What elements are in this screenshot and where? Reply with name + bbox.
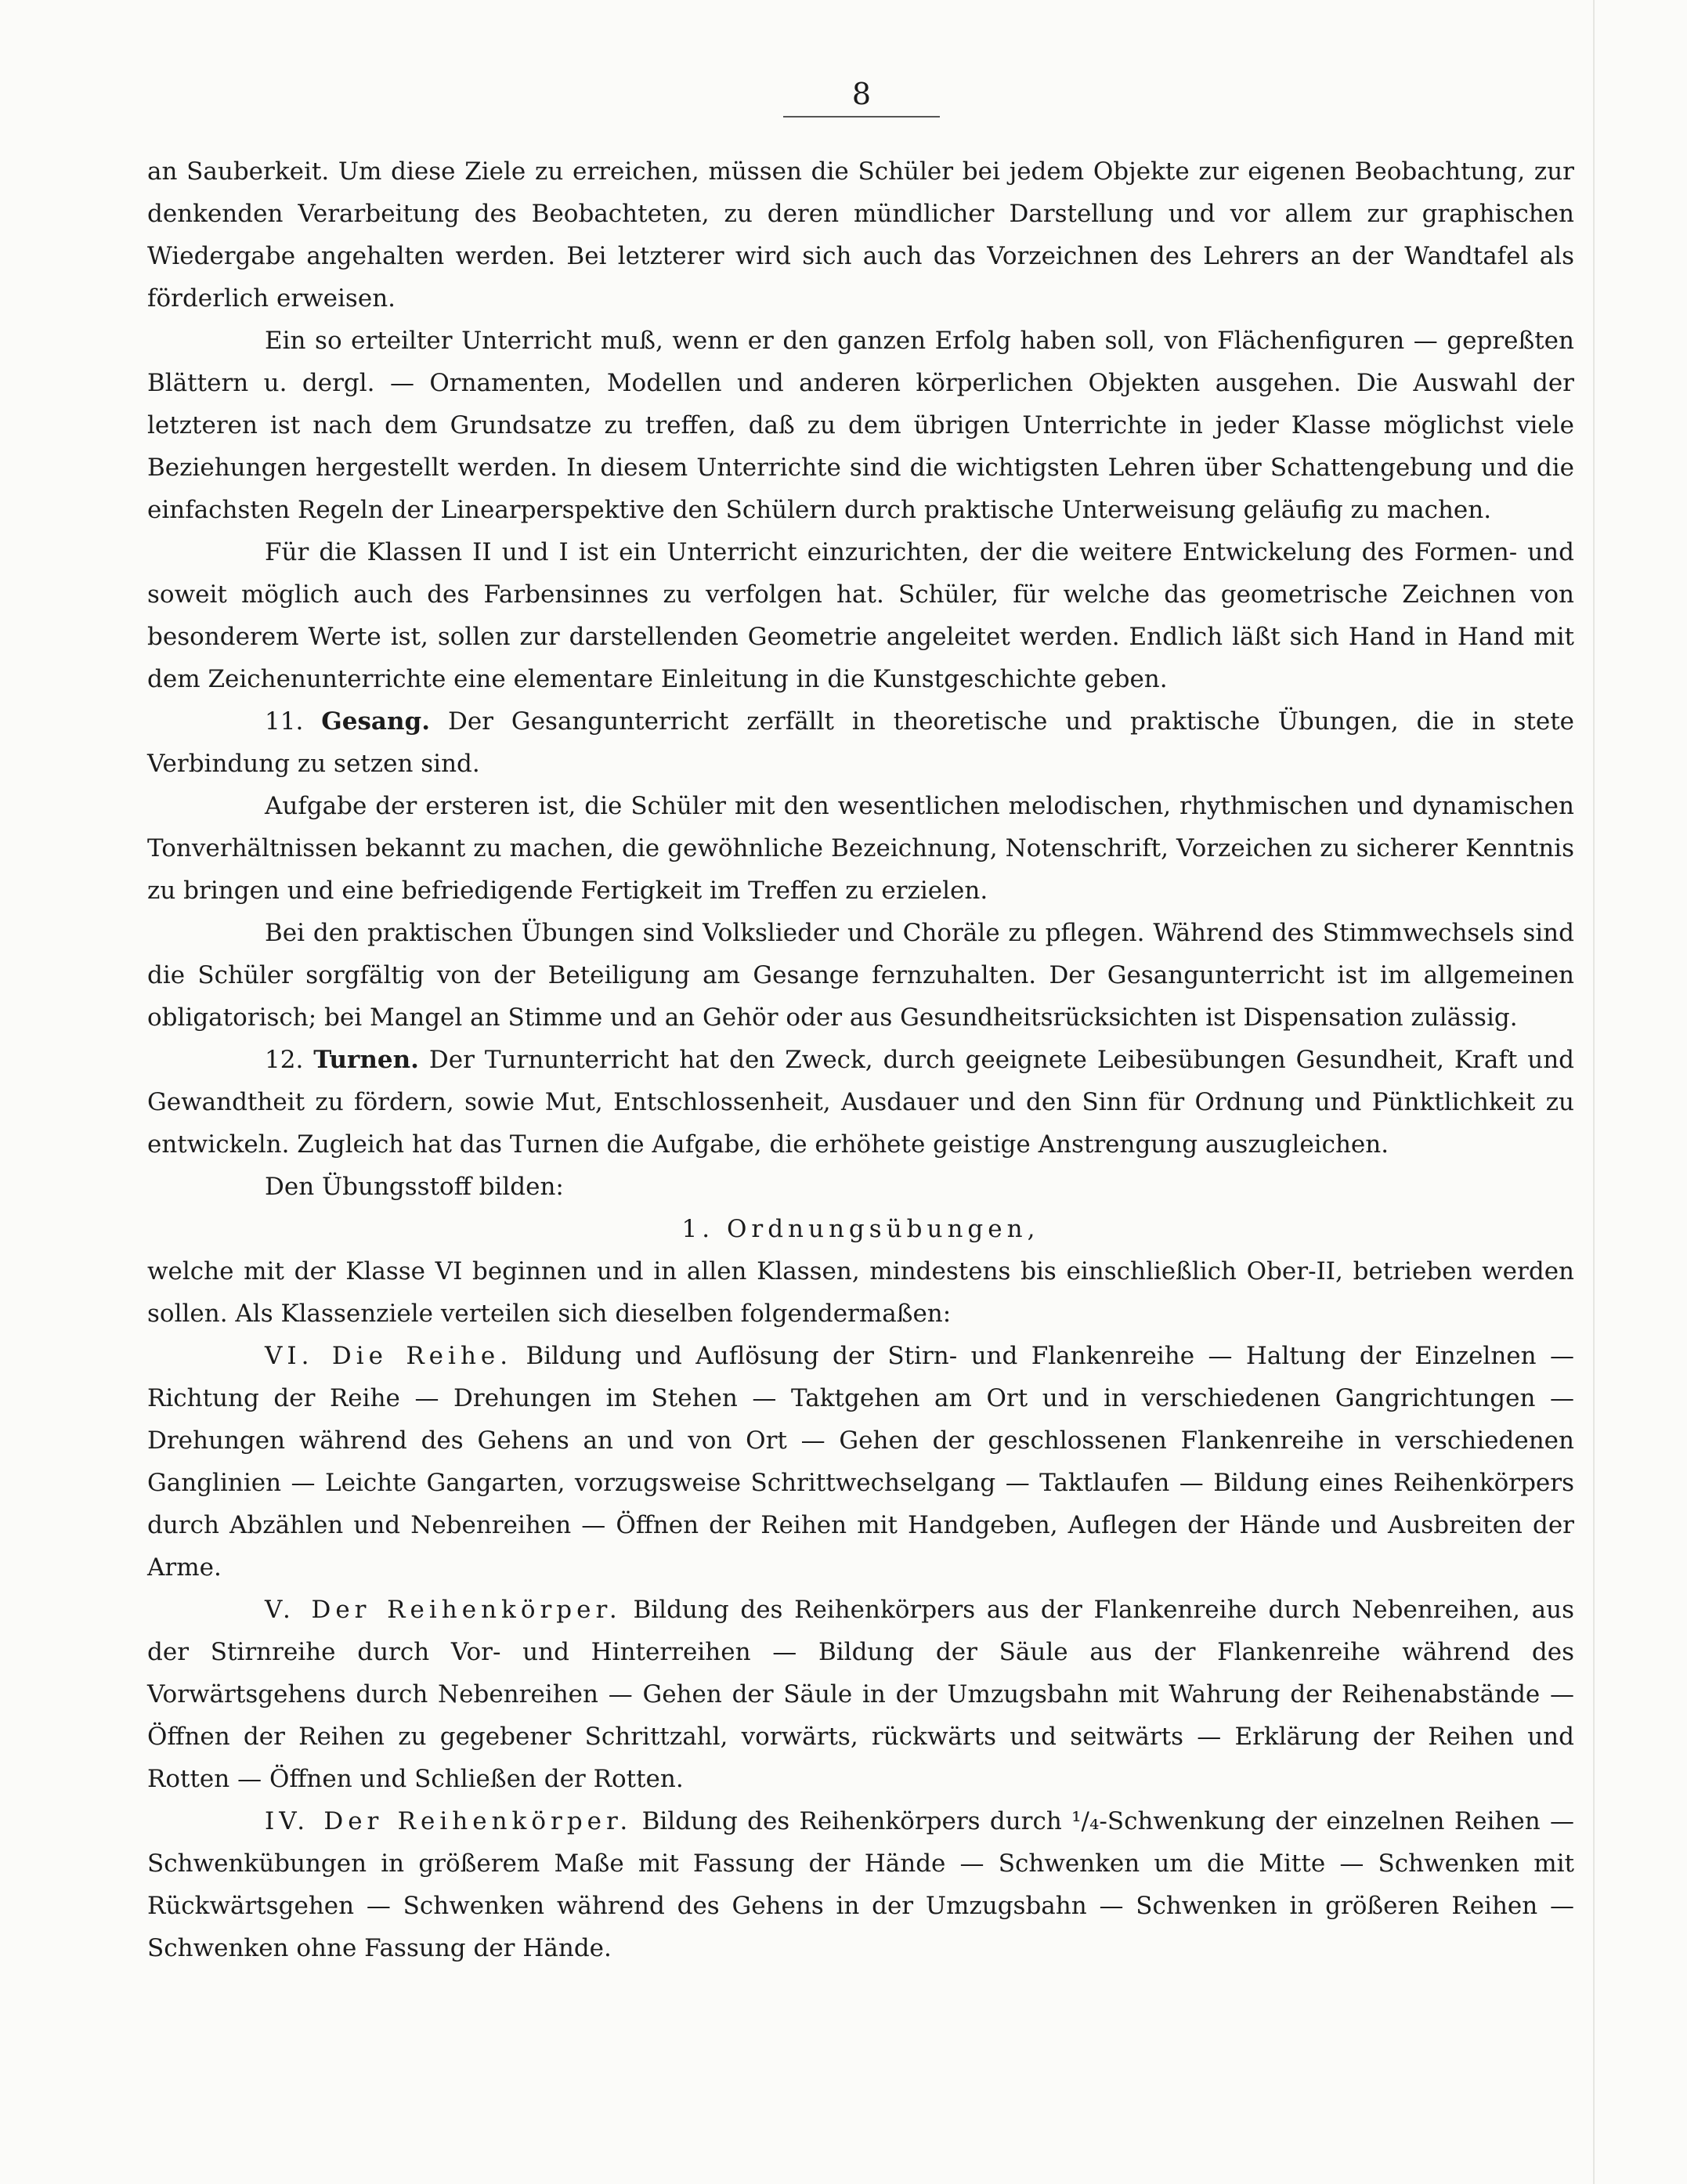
class-text: Bildung des Reihenkörpers durch ¹/₄-Schwenkung der einzelnen Reihen — Schwenkübungen in größerem Maße mit Fassung der Hände — Schwenken um die Mitte — Schwenken mit Rückwärtsgehen — Schwenken während des Gehens in der Umzugsbahn — Schwenken in größeren Reihen — Schwenken ohne Fassung der Hände. [147,1807,1574,1962]
paragraph: an Sauberkeit. Um diese Ziele zu erreichen, müssen die Schüler bei jedem Objekte zur eigenen Beobachtung, zur denkenden Verarbeitung des Beobachteten, zu deren mündlicher Darstellung und vor allem zur graphischen Wiedergabe angehalten werden. Bei letzterer wird sich auch das Vorzeichnen des Lehrers an der Wandtafel als förderlich erweisen. [147,157,1574,313]
class-paragraph-v [147,1589,1574,1800]
class-label: VI. Die Reihe. [265,1342,513,1370]
class-paragraph-iv [147,1800,1574,1969]
paragraph: Den Übungsstoff bilden: [265,1173,564,1201]
paragraph: Ein so erteilter Unterricht muß, wenn er den ganzen Erfolg haben soll, von Flächenfiguren — gepreßten Blättern u. dergl. — Ornamenten, Modellen und anderen körperlichen Objekten ausgehen. Die Auswahl der letzteren ist nach dem Grundsatze zu treffen, daß zu dem übrigen Unterrichte in jeder Klasse möglichst viele Beziehungen hergestellt werden. In diesem Unterrichte sind die wichtigsten Lehren über Schattengebung und die einfachsten Regeln der Linearperspektive den Schülern durch praktische Unterweisung geläufig zu machen. [147,327,1574,524]
subsection-title: 1. Ordnungsübungen, [681,1215,1040,1243]
section-number: 11. [265,707,304,736]
body-text [147,150,1574,1969]
class-label: IV. Der Reihenkörper. [265,1807,633,1835]
paragraph: welche mit der Klasse VI beginnen und in allen Klassen, mindestens bis einschließlich Ober-II, betrieben werden sollen. Als Klassenziele verteilen sich dieselben folgendermaßen: [147,1257,1574,1328]
page-fold-shadow [1593,0,1595,2184]
section-paragraph-gesang [147,700,1574,785]
section-text: Der Gesangunterricht zerfällt in theoretische und praktische Übungen, die in stete Verbindung zu setzen sind. [147,707,1575,778]
class-label: V. Der Reihenkörper. [265,1596,622,1624]
class-paragraph-vi [147,1335,1574,1589]
page-number: 8 [783,72,940,118]
section-text: Der Turnunterricht hat den Zweck, durch geeignete Leibesübungen Gesundheit, Kraft und Gewandtheit zu fördern, sowie Mut, Entschlossenheit, Ausdauer und den Sinn für Ordnung und Pünktlichkeit zu entwickeln. Zugleich hat das Turnen die Aufgabe, die erhöhete geistige Anstrengung auszugleichen. [147,1046,1575,1159]
class-text: Bildung des Reihenkörpers aus der Flankenreihe durch Nebenreihen, aus der Stirnreihe durch Vor- und Hinterreihen — Bildung der Säule aus der Flankenreihe während des Vorwärtsgehens durch Nebenreihen — Gehen der Säule in der Umzugsbahn mit Wahrung der Reihenabstände — Öffnen der Reihen zu gegebener Schrittzahl, vorwärts, rückwärts und seitwärts — Erklärung der Reihen und Rotten — Öffnen und Schließen der Rotten. [147,1596,1575,1793]
paragraph: Bei den praktischen Übungen sind Volkslieder und Choräle zu pflegen. Während des Stimmwechsels sind die Schüler sorgfältig von der Beteiligung am Gesange fernzuhalten. Der Gesangunterricht ist im allgemeinen obligatorisch; bei Mangel an Stimme und an Gehör oder aus Gesundheitsrücksichten ist Dispensation zulässig. [147,919,1574,1032]
section-number: 12. [265,1046,304,1074]
section-heading: Turnen. [313,1046,419,1074]
paragraph: Aufgabe der ersteren ist, die Schüler mit den wesentlichen melodischen, rhythmischen und dynamischen Tonverhältnissen bekannt zu machen, die gewöhnliche Bezeichnung, Notenschrift, Vorzeichen zu sicherer Kenntnis zu bringen und eine befriedigende Fertigkeit im Treffen zu erzielen. [147,792,1574,905]
section-paragraph-turnen [147,1039,1574,1166]
class-text: Bildung und Auflösung der Stirn- und Flankenreihe — Haltung der Einzelnen — Richtung der Reihe — Drehungen im Stehen — Taktgehen am Ort und in verschiedenen Gangrichtungen — Drehungen während des Gehens an und von Ort — Gehen der geschlossenen Flankenreihe in verschiedenen Ganglinien — Leichte Gangarten, vorzugsweise Schrittwechselgang — Taktlaufen — Bildung eines Reihenkörpers durch Abzählen und Nebenreihen — Öffnen der Reihen mit Handgeben, Auflegen der Hände und Ausbreiten der Arme. [147,1342,1574,1582]
paragraph: Für die Klassen II und I ist ein Unterricht einzurichten, der die weitere Entwickelung des Formen- und soweit möglich auch des Farbensinnes zu verfolgen hat. Schüler, für welche das geometrische Zeichnen von besonderem Werte ist, sollen zur darstellenden Geometrie angeleitet werden. Endlich läßt sich Hand in Hand mit dem Zeichenunterrichte eine elementare Einleitung in die Kunstgeschichte geben. [147,538,1574,693]
section-heading: Gesang. [321,707,431,736]
